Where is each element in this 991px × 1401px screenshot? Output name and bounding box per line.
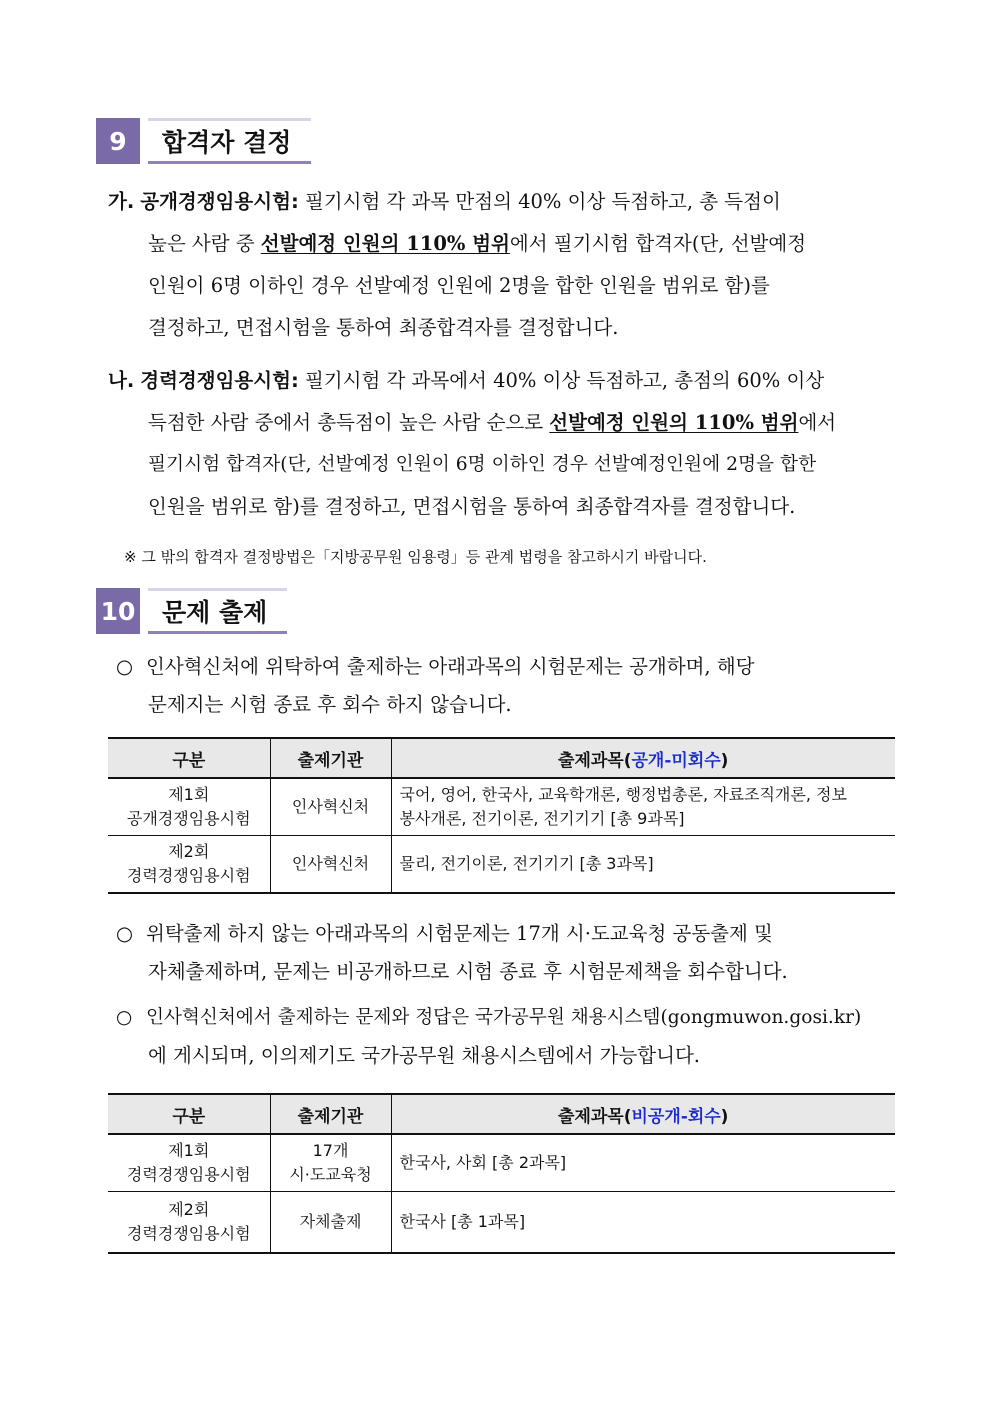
item-label: 경력경쟁임용시험:: [140, 369, 299, 392]
item-text: 필기시험 합격자(단, 선발예정 인원이 6명 이하인 경우 선발예정인원에 2명을 합한: [148, 454, 817, 475]
bullet-icon: ○: [116, 1007, 133, 1028]
section-title: 문제 출제: [148, 588, 287, 634]
section-10-header: [96, 588, 287, 634]
item-mark: 나.: [108, 369, 135, 392]
public-subjects-table: [108, 737, 895, 894]
item-text: 득점한 사람 중에서 총득점이 높은 사람 순으로: [148, 411, 550, 434]
column-header: 출제과목(공개-미회수): [391, 738, 895, 778]
table-row: [108, 836, 895, 894]
bullet-text: 자체출제하며, 문제는 비공개하므로 시험 종료 후 시험문제책을 회수합니다.: [148, 960, 788, 983]
subjects-cell: 물리, 전기이론, 전기기기 [총 3과목]: [391, 836, 895, 894]
item-public-exam: [108, 181, 898, 349]
exam-cell: 제1회 경력경쟁임용시험: [108, 1134, 270, 1192]
column-header: 구분: [108, 738, 270, 778]
item-label: 공개경쟁임용시험:: [140, 190, 299, 213]
bullet-icon: ○: [116, 922, 134, 945]
bullet-text: 인사혁신처에서 출제하는 문제와 정답은 국가공무원 채용시스템(gongmuwon.gosi.kr): [146, 1007, 862, 1028]
table-header-row: [108, 738, 895, 778]
bullet-paragraph: [116, 648, 898, 724]
bullet-text: 문제지는 시험 종료 후 회수 하지 않습니다.: [148, 693, 512, 716]
section-title: 합격자 결정: [148, 118, 311, 164]
reference-note: ※ 그 밖의 합격자 결정방법은「지방공무원 임용령」등 관계 법령을 참고하시기 바랍니다.: [124, 548, 707, 566]
item-text: 필기시험 각 과목 만점의 40% 이상 득점하고, 총 득점이: [298, 190, 781, 213]
bullet-text: 인사혁신처에 위탁하여 출제하는 아래과목의 시험문제는 공개하며, 해당: [146, 655, 755, 678]
bullet-paragraph: [116, 915, 898, 991]
item-text: 인원이 6명 이하인 경우 선발예정 인원에 2명을 합한 인원을 범위로 함)를: [148, 274, 770, 297]
item-text: 결정하고, 면접시험을 통하여 최종합격자를 결정합니다.: [148, 316, 619, 339]
table-row: [108, 1134, 895, 1192]
exam-cell: 제2회 경력경쟁임용시험: [108, 1192, 270, 1254]
header-highlight: 비공개-회수: [631, 1106, 721, 1127]
section-9-header: [96, 118, 311, 164]
header-highlight: 공개-미회수: [631, 750, 721, 771]
exam-cell: 제1회 공개경쟁임용시험: [108, 778, 270, 836]
table-row: [108, 1192, 895, 1254]
agency-cell: 자체출제: [270, 1192, 391, 1254]
bullet-text: 에 게시되며, 이의제기도 국가공무원 채용시스템에서 가능합니다.: [148, 1044, 700, 1067]
item-text: 인원을 범위로 함)를 결정하고, 면접시험을 통하여 최종합격자를 결정합니다.: [148, 495, 796, 518]
bullet-text: 위탁출제 하지 않는 아래과목의 시험문제는 17개 시·도교육청 공동출제 및: [146, 922, 773, 945]
subjects-cell: 국어, 영어, 한국사, 교육학개론, 행정법총론, 자료조직개론, 정보 봉사개론, 전기이론, 전기기기 [총 9과목]: [391, 778, 895, 836]
item-text: 높은 사람 중: [148, 232, 261, 255]
section-number: 9: [96, 118, 140, 164]
column-header: 출제기관: [270, 738, 391, 778]
subjects-cell: 한국사 [총 1과목]: [391, 1192, 895, 1254]
agency-cell: 인사혁신처: [270, 778, 391, 836]
bullet-paragraph: [116, 999, 898, 1075]
table-row: [108, 778, 895, 836]
exam-cell: 제2회 경력경쟁임용시험: [108, 836, 270, 894]
column-header: 출제기관: [270, 1094, 391, 1134]
agency-cell: 인사혁신처: [270, 836, 391, 894]
agency-cell: 17개 시·도교육청: [270, 1134, 391, 1192]
item-mark: 가.: [108, 190, 135, 213]
item-text: 에서 필기시험 합격자(단, 선발예정: [509, 232, 807, 255]
column-header: 구분: [108, 1094, 270, 1134]
nonpublic-subjects-table: [108, 1093, 895, 1254]
item-text: 에서: [798, 411, 837, 434]
column-header: 출제과목(비공개-회수): [391, 1094, 895, 1134]
bullet-icon: ○: [116, 655, 134, 678]
highlight-range: 선발예정 인원의 110% 범위: [260, 232, 510, 255]
section-number: 10: [96, 588, 140, 634]
item-text: 필기시험 각 과목에서 40% 이상 득점하고, 총점의 60% 이상: [298, 369, 825, 392]
item-career-exam: [108, 360, 898, 528]
subjects-cell: 한국사, 사회 [총 2과목]: [391, 1134, 895, 1192]
highlight-range: 선발예정 인원의 110% 범위: [549, 411, 799, 434]
table-header-row: [108, 1094, 895, 1134]
